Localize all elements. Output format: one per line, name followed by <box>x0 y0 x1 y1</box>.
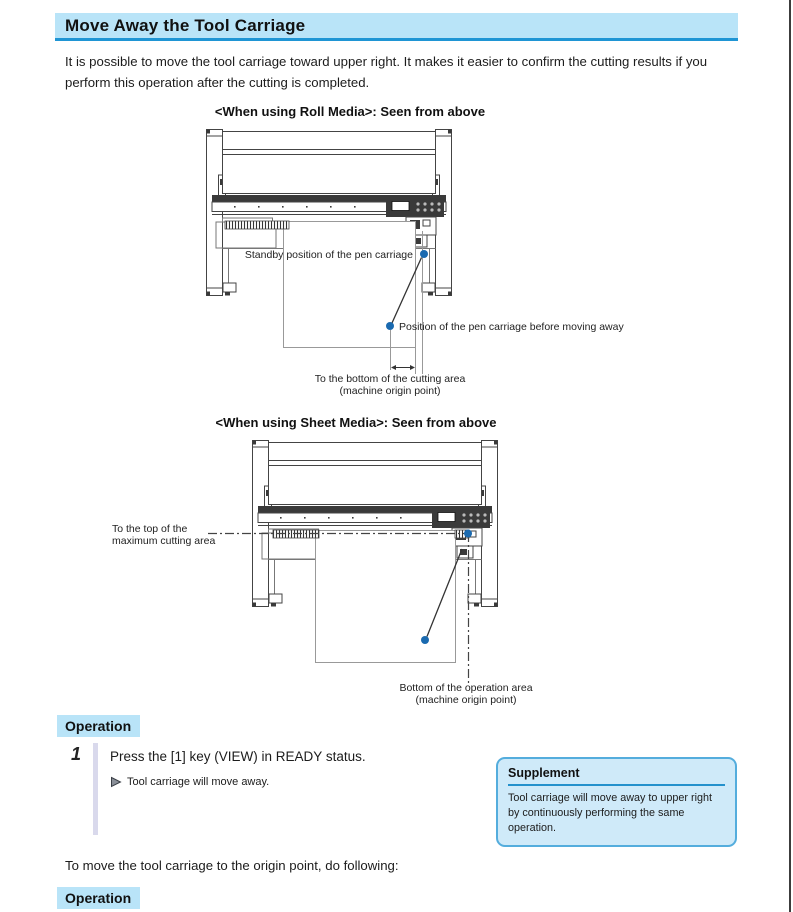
label-line: (machine origin point) <box>339 385 441 397</box>
supplement-title: Supplement <box>508 766 725 786</box>
label-top-max-cutting-area <box>112 523 215 547</box>
label-bottom-cutting-area <box>270 373 510 397</box>
sheet-media-diagram <box>200 435 630 705</box>
sheet-media-heading: <When using Sheet Media>: Seen from above <box>215 415 497 430</box>
operation-header-1: Operation <box>57 715 140 737</box>
label-line: To the bottom of the cutting area <box>314 373 466 385</box>
step-divider-bar <box>93 743 98 835</box>
label-line: Bottom of the operation area <box>399 682 533 694</box>
standby-position-dot <box>420 250 428 258</box>
label-line: (machine origin point) <box>415 694 517 706</box>
closing-text: To move the tool carriage to the origin point, do following: <box>65 858 399 873</box>
label-line: maximum cutting area <box>112 535 216 547</box>
supplement-body: Tool carriage will move away to upper right by continuously performing the same operation. <box>508 792 713 834</box>
triangle-bullet-icon <box>110 776 122 788</box>
label-standby-position: Standby position of the pen carriage <box>244 249 413 261</box>
page-scan-edge <box>789 0 791 912</box>
label-position-before-moving: Position of the pen carriage before moving away <box>399 321 624 333</box>
supplement-box <box>496 757 737 847</box>
step-instruction: Press the [1] key (VIEW) in READY status. <box>110 749 366 764</box>
step-number: 1 <box>71 744 82 764</box>
step-result-text: Tool carriage will move away. <box>127 776 270 788</box>
label-bottom-operation-area <box>346 682 586 706</box>
carriage-position-dot <box>421 636 429 644</box>
label-line: To the top of the <box>112 523 188 535</box>
roll-media-heading: <When using Roll Media>: Seen from above <box>214 104 486 119</box>
before-move-position-dot <box>386 322 394 330</box>
operation-header-2: Operation <box>57 887 140 909</box>
top-max-cutting-dot <box>464 530 472 538</box>
page-title: Move Away the Tool Carriage <box>55 13 738 41</box>
intro-paragraph: It is possible to move the tool carriage toward upper right. It makes it easier to confirm the cutting results if you perform this operation after the cutting is completed. <box>65 54 708 90</box>
step-result-note <box>110 776 269 788</box>
roll-media-diagram <box>195 124 625 400</box>
